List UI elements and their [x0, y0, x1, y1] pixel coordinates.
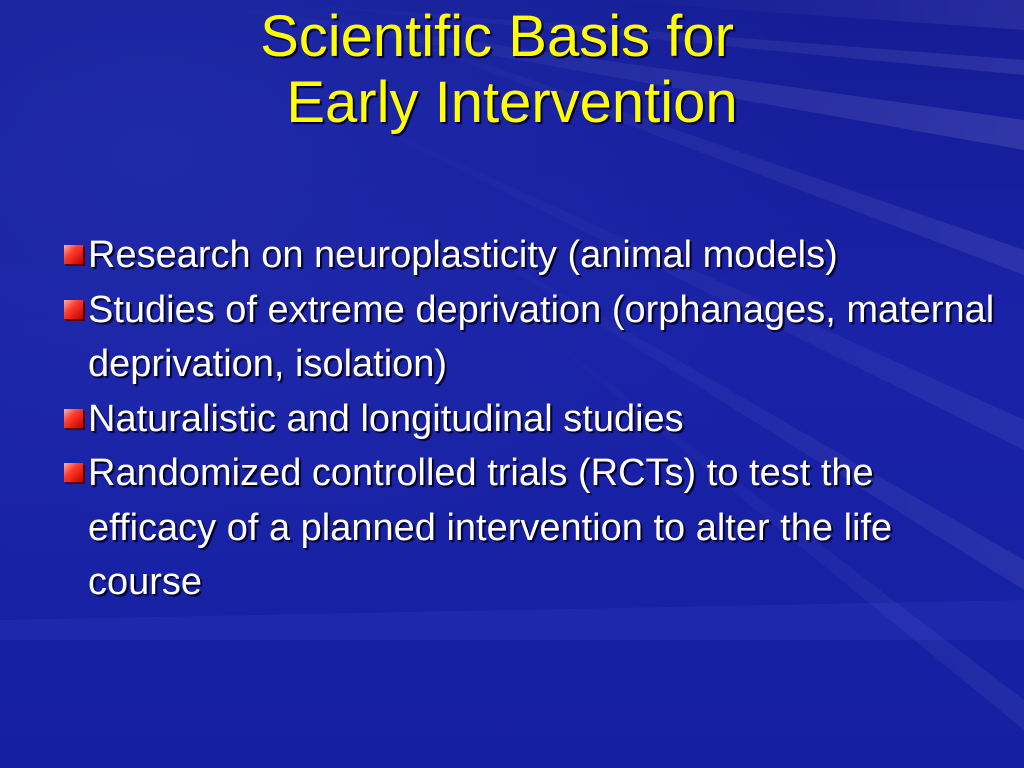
bullet-item — [62, 283, 1012, 392]
bullet-text: Randomized controlled trials (RCTs) to test the efficacy of a planned intervention to alter the life course — [88, 452, 893, 603]
bullet-item — [62, 446, 1012, 610]
bullet-text: Naturalistic and longitudinal studies — [88, 397, 684, 440]
bullet-item — [62, 228, 1012, 283]
bullet-square-icon — [64, 463, 83, 482]
bullet-item — [62, 392, 1012, 447]
slide-title — [0, 4, 1024, 136]
bullet-list — [62, 228, 1012, 610]
bullet-square-icon — [64, 245, 83, 264]
bullet-text: Research on neuroplasticity (animal models) — [88, 234, 838, 276]
title-line-1: Scientific Basis for — [260, 4, 734, 69]
bullet-square-icon — [64, 300, 83, 319]
bullet-square-icon — [64, 409, 83, 428]
bullet-text: Studies of extreme deprivation (orphanages, maternal deprivation, isolation) — [88, 288, 995, 385]
title-line-2: Early Intervention — [286, 70, 738, 135]
